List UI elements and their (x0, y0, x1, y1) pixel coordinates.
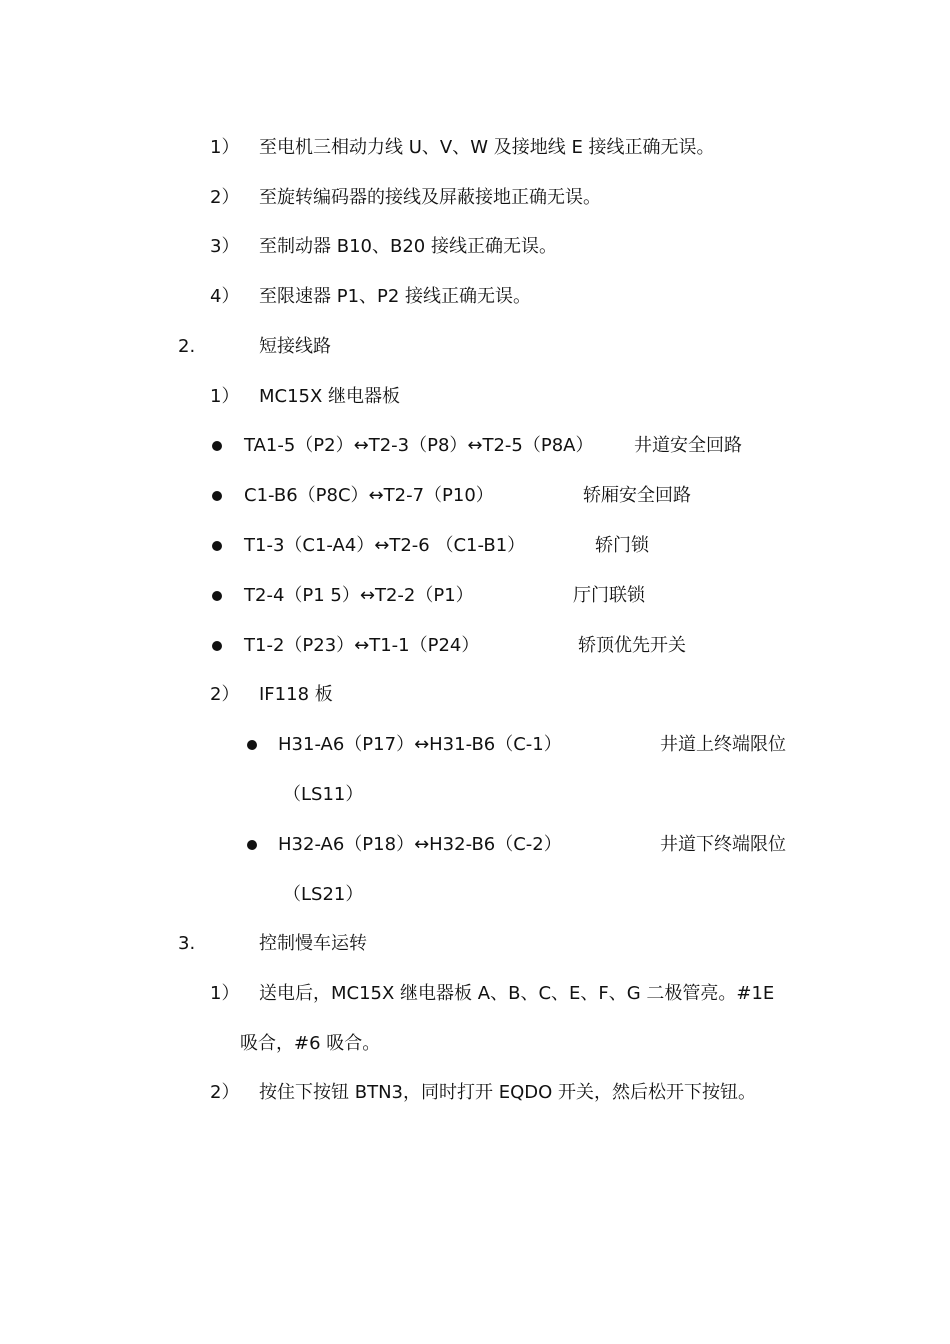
bullet-desc: 轿顶优先开关 (578, 635, 686, 656)
bullet-desc: 轿厢安全回路 (583, 485, 691, 506)
list-number: 2） (210, 187, 240, 208)
section-title: 短接线路 (259, 336, 331, 357)
list-item-text: 至电机三相动力线 U、V、W 及接地线 E 接线正确无误。 (259, 137, 715, 158)
bullet-continuation: （LS21） (283, 884, 364, 905)
bullet-continuation: （LS11） (283, 784, 364, 805)
bullet-desc: 井道上终端限位 (660, 734, 786, 755)
bullet-dot (212, 491, 222, 501)
bullet-desc: 厅门联锁 (573, 585, 645, 606)
bullet-code: T1-2（P23）↔T1-1（P24） (244, 635, 480, 656)
bullet-dot (212, 641, 222, 651)
subsection-title: MC15X 继电器板 (259, 386, 401, 407)
list-item-text: 至制动器 B10、B20 接线正确无误。 (259, 236, 557, 257)
list-item-text: 按住下按钮 BTN3，同时打开 EQDO 开关，然后松开下按钮。 (259, 1082, 756, 1103)
list-number: 2） (210, 1082, 240, 1103)
list-number: 2） (210, 684, 240, 705)
bullet-dot (212, 441, 222, 451)
bullet-desc: 井道安全回路 (634, 435, 742, 456)
bullet-code: H32-A6（P18）↔H32-B6（C-2） (278, 834, 562, 855)
bullet-code: H31-A6（P17）↔H31-B6（C-1） (278, 734, 562, 755)
list-item-text: 送电后，MC15X 继电器板 A、B、C、E、F、G 二极管亮。#1E (259, 983, 775, 1004)
bullet-dot (247, 740, 257, 750)
list-number: 1） (210, 386, 240, 407)
section-number: 2. (178, 336, 196, 357)
bullet-dot (212, 591, 222, 601)
bullet-dot (247, 840, 257, 850)
list-item-text: 至旋转编码器的接线及屏蔽接地正确无误。 (259, 187, 601, 208)
bullet-desc: 轿门锁 (595, 535, 649, 556)
subsection-title: IF118 板 (259, 684, 333, 705)
list-number: 4） (210, 286, 240, 307)
list-item-text: 至限速器 P1、P2 接线正确无误。 (259, 286, 532, 307)
list-number: 3） (210, 236, 240, 257)
bullet-code: C1-B6（P8C）↔T2-7（P10） (244, 485, 494, 506)
bullet-code: T1-3（C1-A4）↔T2-6 （C1-B1） (244, 535, 526, 556)
section-title: 控制慢车运转 (259, 933, 367, 954)
list-item-continuation: 吸合，#6 吸合。 (240, 1033, 381, 1054)
list-number: 1） (210, 137, 240, 158)
bullet-desc: 井道下终端限位 (660, 834, 786, 855)
bullet-dot (212, 541, 222, 551)
bullet-code: TA1-5（P2）↔T2-3（P8）↔T2-5（P8A） (244, 435, 594, 456)
bullet-code: T2-4（P1 5）↔T2-2（P1） (244, 585, 474, 606)
section-number: 3. (178, 933, 196, 954)
list-number: 1） (210, 983, 240, 1004)
